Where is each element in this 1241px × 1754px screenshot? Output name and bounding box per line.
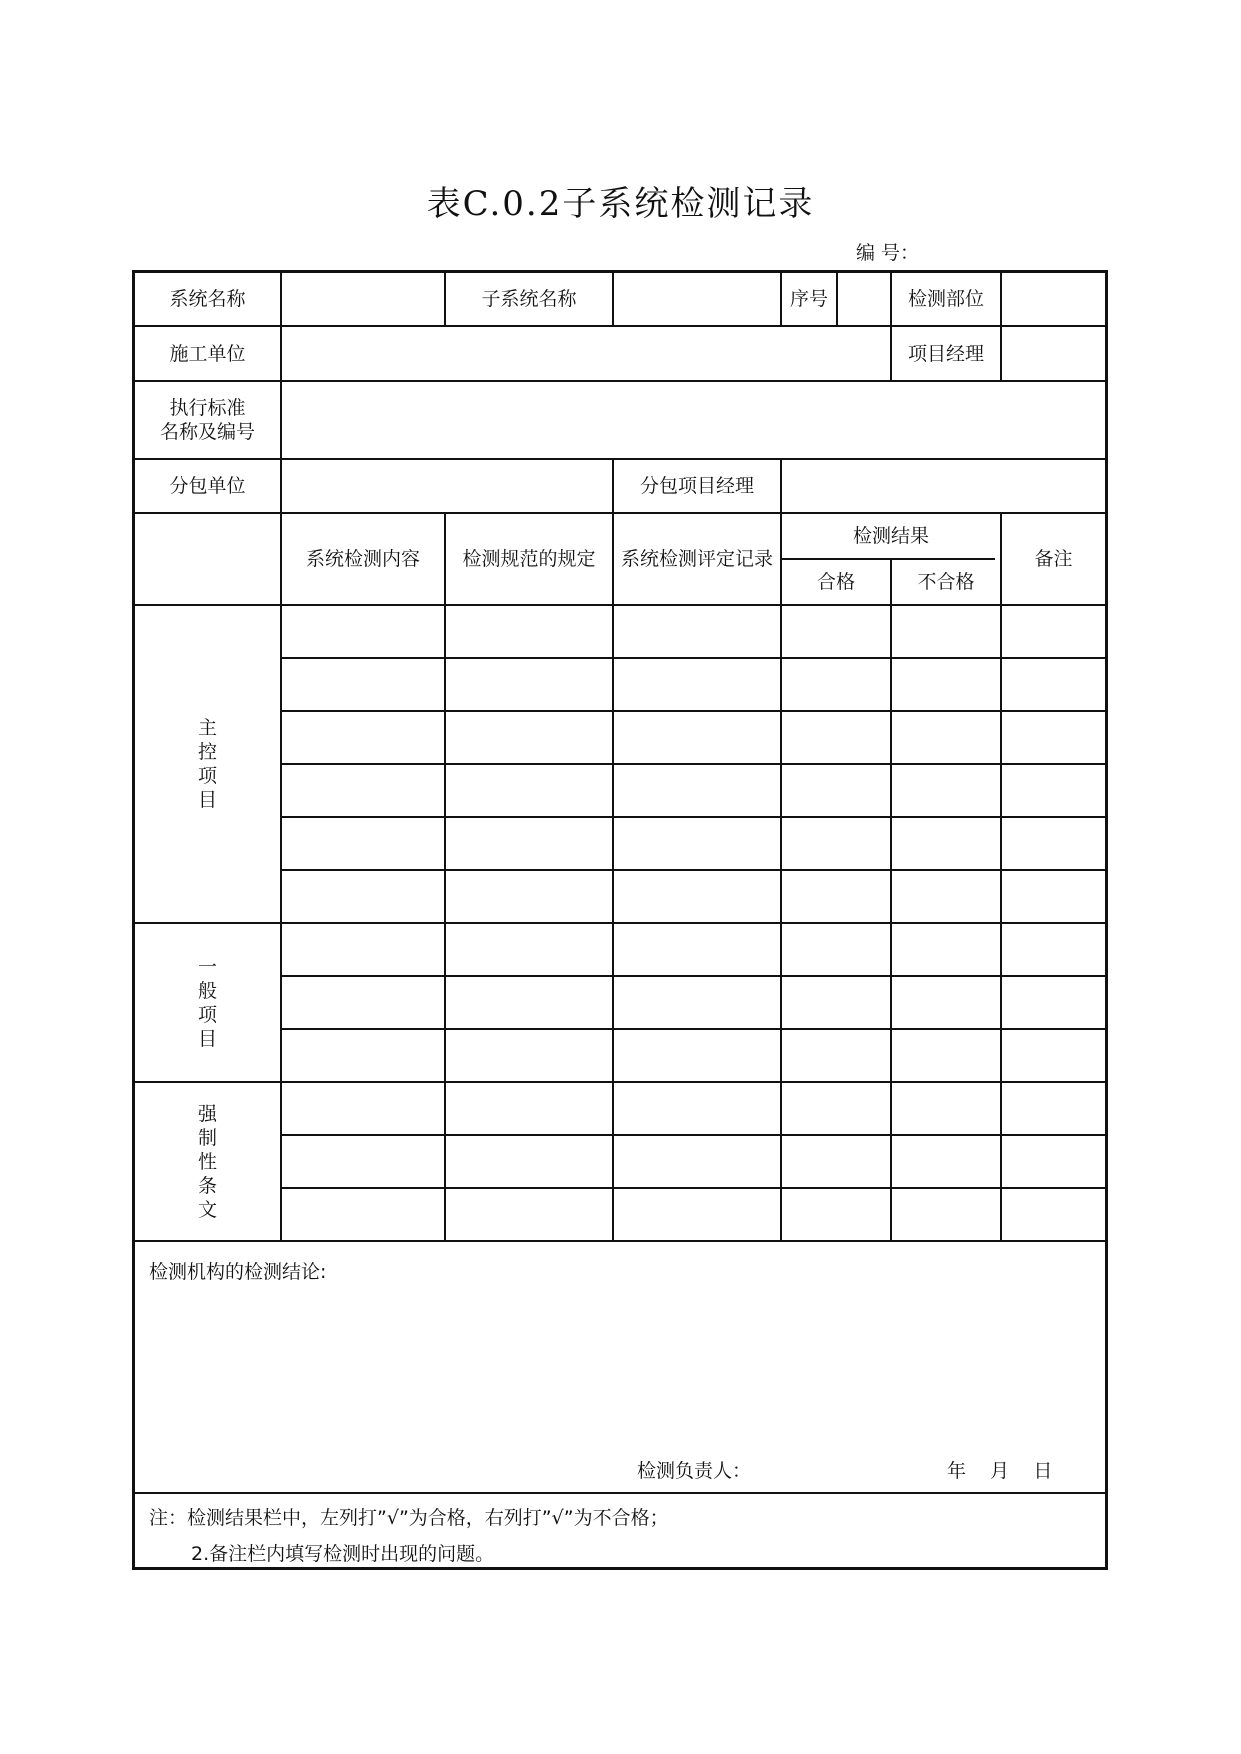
conclusion-label: 检测机构的检测结论: — [149, 1261, 327, 1283]
subcontractor-label: 分包单位 — [169, 475, 246, 497]
note-line-1: 注：检测结果栏中，左列打”√”为合格，右列打”√”为不合格； — [149, 1507, 669, 1529]
col-line — [612, 512, 614, 1240]
section-mandatory-label — [135, 1083, 280, 1240]
project-manager-field[interactable] — [1002, 327, 1105, 380]
section-mandatory-char: 性 — [197, 1150, 217, 1173]
conclusion-signer: 检测负责人： — [637, 1460, 752, 1482]
section-mandatory-char: 条 — [197, 1174, 217, 1197]
subcontract-pm-label: 分包项目经理 — [639, 475, 754, 497]
subcontractor-field[interactable] — [282, 460, 612, 512]
col-header-content: 系统检测内容 — [305, 548, 420, 570]
col-header-pass: 合格 — [816, 571, 855, 593]
col-header-record: 系统检测评定记录 — [620, 548, 773, 570]
row-line — [280, 869, 1105, 871]
col-header-result: 检测结果 — [852, 525, 929, 547]
serial-no-field[interactable] — [838, 273, 890, 325]
col-header-spec: 检测规范的规定 — [462, 548, 596, 570]
subsystem-name-field[interactable] — [614, 273, 780, 325]
row-line — [280, 1134, 1105, 1136]
col-header-remarks: 备注 — [1034, 548, 1073, 570]
section-main-char: 主 — [197, 717, 217, 739]
standard-field[interactable] — [282, 382, 1105, 458]
row-line — [135, 1240, 1105, 1242]
row-line — [280, 975, 1105, 977]
inspection-record-form — [132, 270, 1108, 1570]
system-name-label: 系统名称 — [169, 288, 246, 310]
standard-label-line2: 名称及编号 — [159, 421, 255, 443]
row-line — [280, 1187, 1105, 1189]
row-line — [280, 1028, 1105, 1030]
standard-label — [135, 382, 280, 458]
row-line — [280, 763, 1105, 765]
section-main-label — [135, 606, 280, 922]
conclusion-date: 年 月 日 — [947, 1460, 1053, 1482]
number-label: 编 号： — [856, 242, 920, 264]
section-general-char: 一 — [197, 955, 217, 978]
section-mandatory-char: 制 — [197, 1126, 217, 1149]
project-manager-label: 项目经理 — [907, 342, 984, 365]
section-general-char: 般 — [197, 979, 217, 1002]
section-general-label — [135, 924, 280, 1081]
col-line — [1000, 512, 1002, 1240]
standard-label-line1: 执行标准 — [169, 397, 246, 419]
subcontract-pm-field[interactable] — [782, 460, 1105, 512]
section-general-char: 目 — [197, 1027, 217, 1050]
construction-unit-label: 施工单位 — [169, 342, 246, 365]
subsystem-name-label: 子系统名称 — [481, 288, 577, 310]
col-line — [444, 512, 446, 1240]
row-line — [280, 657, 1105, 659]
row-line — [280, 710, 1105, 712]
section-main-char: 控 — [197, 741, 217, 763]
construction-unit-field[interactable] — [282, 327, 890, 380]
note-line-2: 2.备注栏内填写检测时出现的问题。 — [191, 1543, 495, 1565]
section-general-char: 项 — [197, 1003, 217, 1026]
system-name-field[interactable] — [282, 273, 444, 325]
document-title: 表C.0.2子系统检测记录 — [426, 184, 815, 224]
test-location-label: 检测部位 — [907, 288, 984, 310]
col-header-fail: 不合格 — [917, 571, 975, 593]
section-mandatory-char: 文 — [197, 1198, 217, 1221]
section-mandatory-char: 强 — [197, 1102, 217, 1125]
col-line — [780, 512, 782, 1240]
serial-no-label: 序号 — [789, 288, 828, 310]
row-line — [135, 1492, 1105, 1494]
row-line — [280, 816, 1105, 818]
section-main-char: 项 — [197, 765, 217, 787]
test-location-field[interactable] — [1002, 273, 1105, 325]
section-main-char: 目 — [197, 789, 217, 811]
col-line — [890, 558, 892, 1240]
